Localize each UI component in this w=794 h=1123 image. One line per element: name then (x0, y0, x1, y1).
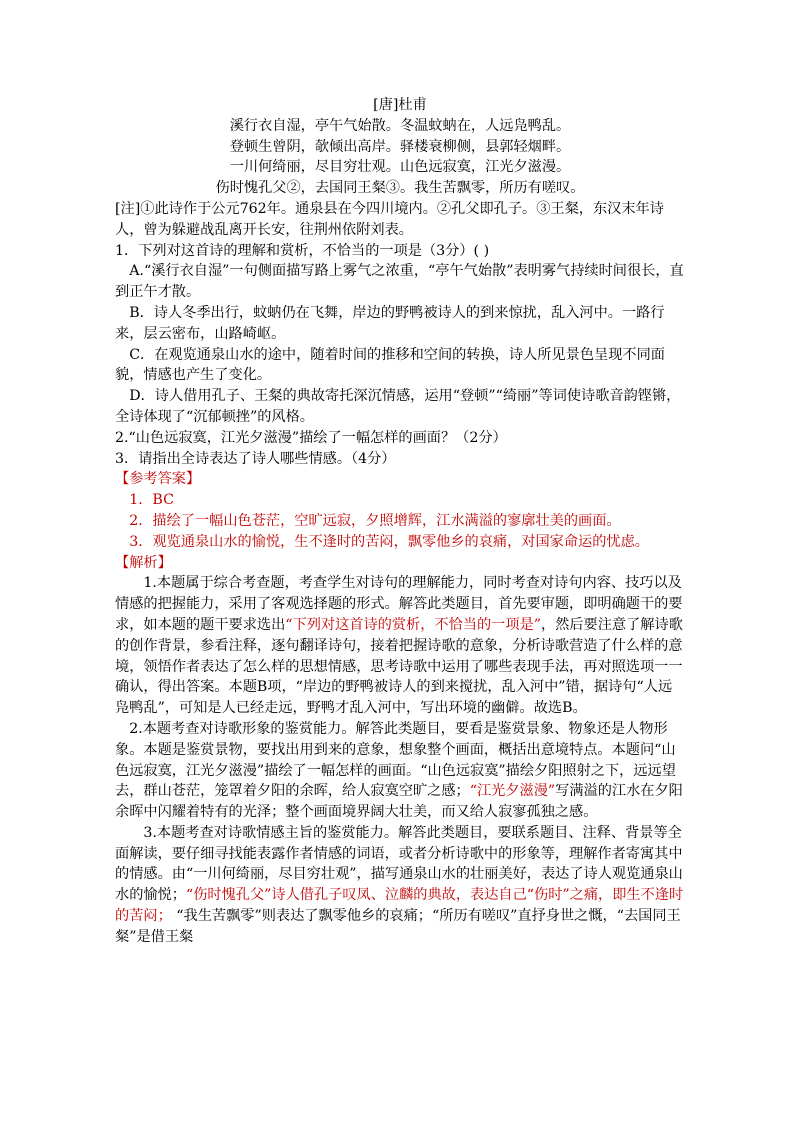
option-a: A.“溪行衣自湿”一句侧面描写路上雾气之浓重，“亭午气始散”表明雾气持续时间很长，直到正午才散。 (115, 263, 684, 301)
answers-header: 【参考答案】 (115, 471, 201, 488)
poem-line-4: 伤时愧孔父②，去国同王粲③。我生苦飘零，所历有嗟叹。 (215, 180, 585, 197)
analysis-1-text-a: 1.本题属于综合考查题，考查学生对诗句的理解能力，同时考查对诗句内容、技巧以及情感的把握能力，采用了客观选择题的形式。解答此类题目，首先要审题，即明确题干的要求，如本题的题干要求选出 (115, 575, 683, 633)
option-d: D．诗人借用孔子、王粲的典故寄托深沉情感，运用“登顿”“绮丽”等词使诗歌音韵铿锵，全诗体现了“沉郁顿挫”的风格。 (115, 388, 681, 425)
answer-2: 2．描绘了一幅山色苍茫，空旷远寂，夕照增辉，江水满溢的寥廓壮美的画面。 (129, 512, 621, 529)
analysis-3-text-c: “我生苦飘零”则表达了飘零他乡的哀痛；“所历有嗟叹”直抒身世之慨，“去国同王粲”是借王粲 (115, 908, 681, 945)
analysis-3-text-a: 3.本题考查对诗歌情感主旨的鉴赏能力。解答此类题目，要联系题目、注释、背景等全面解读，要仔细寻找能表露作者情感的词语，或者分析诗歌中的形象等，理解作者寄寓其中的情感。由“一川何绮丽，尽目穷壮观”，描写通泉山水的壮丽美好，表达了诗人观览通泉山水的愉悦； (115, 824, 683, 904)
option-b: B．诗人冬季出行，蚊蚋仍在飞舞，岸边的野鸭被诗人的到来惊扰，乱入河中。一路行来，层云密布，山路崎岖。 (115, 304, 665, 342)
question-3: 3．请指出全诗表达了诗人哪些情感。（4分） (115, 450, 396, 467)
document-page (115, 95, 685, 948)
analysis-1-quote: “下列对这首诗的赏析，不恰当的一项是” (285, 616, 541, 633)
poem-line-3: 一川何绮丽，尽目穷壮观。山色远寂寞，江光夕滋漫。 (229, 159, 571, 176)
analysis-2-text-a: 2.本题考查对诗歌形象的鉴赏能力。解答此类题目，要看是鉴赏景象、物象还是人物形象。本题是鉴赏景物，要找出用到来的意象，想象整个画面，概括出意境特点。本题问“山色远寂寞，江光夕滋漫”描绘了一幅怎样的画面。“山色远寂寞”描绘夕阳照射之下，远远望去，群山苍茫，笼罩着夕阳的余晖，给人寂寞空旷之感； (115, 720, 676, 800)
analysis-header: 【解析】 (115, 554, 172, 571)
question-2: 2.“山色远寂寞，江光夕滋漫”描绘了一幅怎样的画面？（2分） (115, 429, 507, 446)
analysis-2-quote: “江光夕滋漫” (469, 783, 556, 800)
answer-1: 1．BC (129, 492, 174, 509)
analysis-paragraph-3 (115, 823, 685, 948)
answer-3: 3．观览通泉山水的愉悦，生不逢时的苦闷，飘零他乡的哀痛，对国家命运的忧虑。 (129, 533, 649, 550)
analysis-paragraph-2 (115, 719, 685, 823)
analysis-paragraph-1 (115, 573, 685, 719)
analysis-1-text-c: ，然后要注意了解诗歌的创作背景，参看注释，逐句翻译诗句，接着把握诗歌的意象，分析诗歌营造了什么样的意境，领悟作者表达了怎么样的思想情感，思考诗歌中运用了哪些表现手法，再对照选项一一确认，得出答案。本题B项，“岸边的野鸭被诗人的到来搅扰，乱入河中”错，据诗句“人远凫鸭乱”，可知是人已经走远，野鸭才乱入河中，写出环境的幽僻。故选B。 (115, 616, 683, 717)
poem-author: [唐]杜甫 (373, 97, 427, 113)
question-1: 1．下列对这首诗的理解和赏析，不恰当的一项是（3分）( ) (115, 242, 490, 259)
poem-note: [注]①此诗作于公元762年。通泉县在今四川境内。②孔父即孔子。③王粲，东汉末年诗人，曾为躲避战乱离开长安，往荆州依附刘表。 (115, 200, 664, 238)
poem-line-1: 溪行衣自湿，亭午气始散。冬温蚊蚋在，人远凫鸭乱。 (229, 117, 571, 134)
poem-line-2: 登顿生曾阴，欹倾出高岸。驿楼衰柳侧，县郭轻烟畔。 (229, 138, 571, 155)
option-c: C．在观览通泉山水的途中，随着时间的推移和空间的转换，诗人所见景色呈现不同面貌，情感也产生了变化。 (115, 346, 665, 384)
analysis-3-quote: “伤时愧孔父”诗人借孔子叹凤、泣麟的典故，表达自己“伤时”之痛，即生不逢时的苦闷； (115, 887, 684, 925)
analysis-2-text-c: 写满溢的江水在夕阳余晖中闪耀着特有的光泽；整个画面境界阔大壮美，而又给人寂寥孤独之感。 (115, 783, 683, 821)
